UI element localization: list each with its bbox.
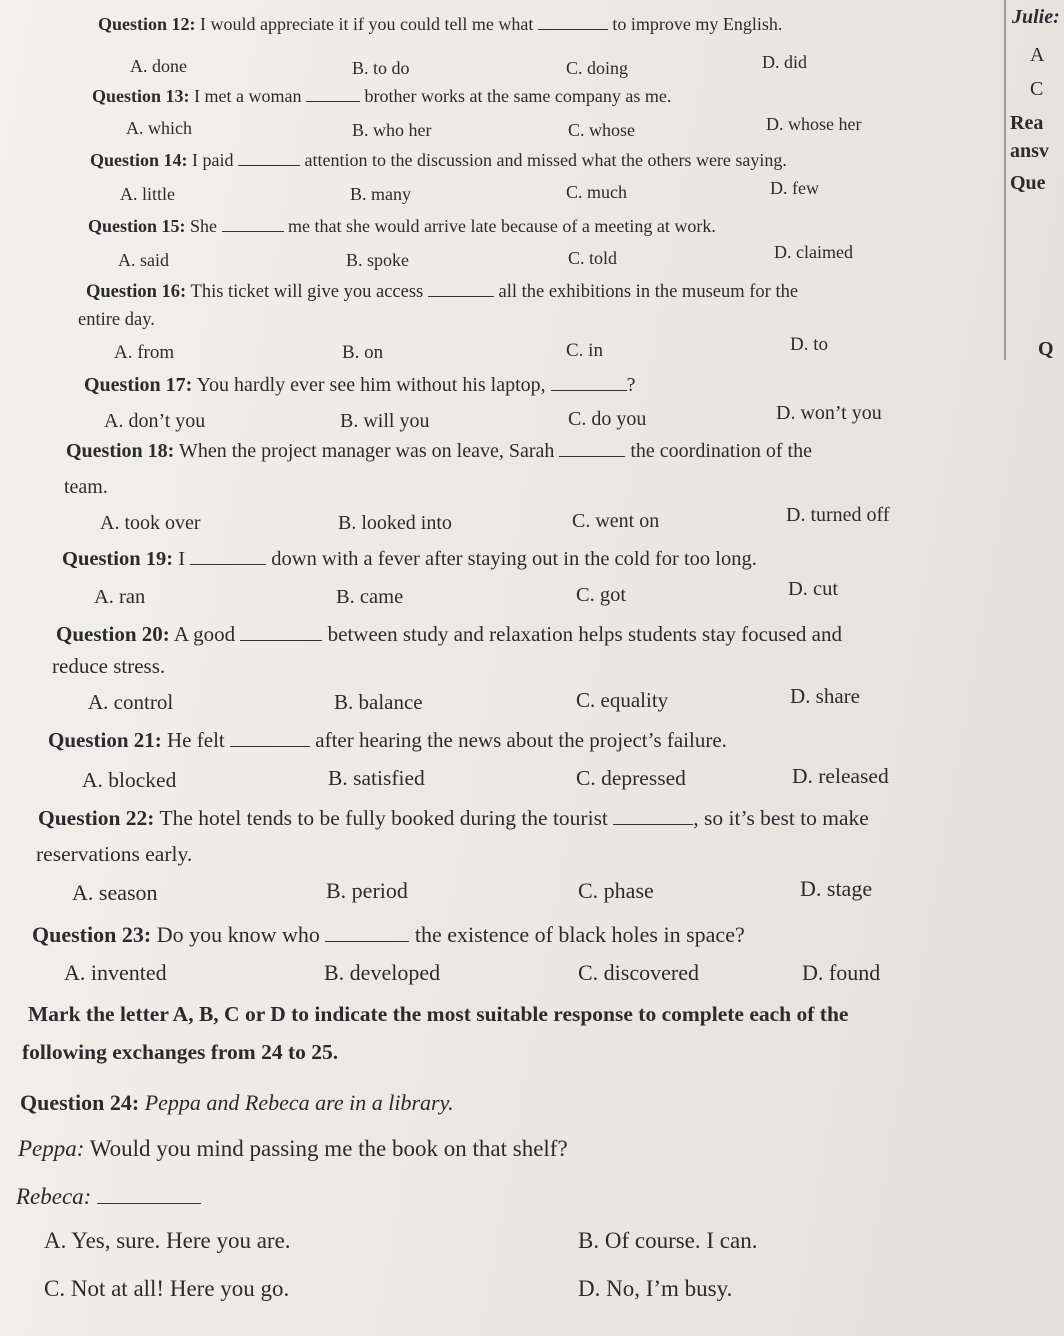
option-a[interactable]: A. Yes, sure. Here you are. (44, 1228, 291, 1253)
option-c[interactable]: C. Not at all! Here you go. (44, 1276, 290, 1301)
side-note-ansv: ansv (1010, 140, 1049, 162)
instruction-line-2: following exchanges from 24 to 25. (22, 1040, 339, 1064)
option-a[interactable]: A. ran (94, 586, 146, 608)
option-b[interactable]: B. who her (352, 120, 432, 140)
option-b[interactable]: B. many (350, 184, 411, 204)
option-a[interactable]: A. blocked (82, 768, 177, 792)
option-c[interactable]: C. went on (572, 510, 660, 532)
question-16-continuation: entire day. (78, 310, 155, 330)
instruction-line-1: Mark the letter A, B, C or D to indicate the most suitable response to complete each of the (28, 1002, 849, 1026)
question-24: Question 24: Peppa and Rebeca are in a library. (20, 1090, 454, 1115)
answer-blank[interactable] (559, 456, 625, 457)
adjacent-page-strip (1004, 0, 1064, 360)
dialogue-line-peppa: Peppa: Would you mind passing me the book on that shelf? (18, 1136, 568, 1161)
option-b[interactable]: B. balance (334, 690, 423, 714)
option-b[interactable]: B. looked into (338, 512, 452, 534)
question-18: Question 18: When the project manager was on leave, Sarah the coordination of the (66, 440, 812, 462)
option-c[interactable]: C. doing (566, 58, 629, 78)
option-d[interactable]: D. won’t you (776, 402, 882, 424)
question-19: Question 19: I down with a fever after staying out in the cold for too long. (62, 548, 757, 570)
option-b[interactable]: B. developed (324, 960, 441, 985)
answer-blank[interactable] (613, 824, 693, 825)
answer-blank[interactable] (538, 29, 608, 30)
option-a[interactable]: A. control (88, 690, 174, 714)
answer-blank[interactable] (230, 746, 310, 747)
question-15: Question 15: She me that she would arrive late because of a meeting at work. (88, 216, 716, 236)
option-a[interactable]: A. done (130, 56, 187, 76)
option-c[interactable]: C. whose (568, 120, 635, 140)
question-12: Question 12: I would appreciate it if you could tell me what to improve my English. (98, 14, 783, 34)
option-d[interactable]: D. to (790, 334, 828, 355)
question-14: Question 14: I paid attention to the discussion and missed what the others were saying. (90, 150, 787, 170)
question-22: Question 22: The hotel tends to be fully booked during the tourist , so it’s best to make (38, 806, 869, 830)
side-note-c: C (1030, 78, 1044, 100)
option-b[interactable]: B. spoke (346, 250, 409, 270)
question-20: Question 20: A good between study and relaxation helps students stay focused and (56, 622, 842, 646)
option-d[interactable]: D. did (762, 52, 807, 72)
option-a[interactable]: A. little (120, 184, 175, 204)
option-a[interactable]: A. invented (64, 960, 167, 985)
question-22-continuation: reservations early. (36, 842, 193, 866)
option-a[interactable]: A. don’t you (104, 410, 206, 432)
option-d[interactable]: D. share (790, 684, 860, 708)
dialogue-line-rebeca: Rebeca: (16, 1184, 201, 1210)
option-c[interactable]: C. phase (578, 878, 654, 903)
option-d[interactable]: D. few (770, 178, 819, 198)
option-a[interactable]: A. said (118, 250, 169, 270)
option-c[interactable]: C. equality (576, 688, 669, 712)
option-c[interactable]: C. got (576, 584, 627, 606)
side-note-julie: Julie: (1012, 6, 1060, 28)
option-b[interactable]: B. to do (352, 58, 410, 78)
option-a[interactable]: A. from (114, 342, 175, 363)
option-a[interactable]: A. season (72, 880, 158, 905)
option-a[interactable]: A. took over (100, 512, 201, 534)
option-b[interactable]: B. will you (340, 410, 430, 432)
answer-blank[interactable] (551, 390, 627, 391)
answer-blank[interactable] (325, 941, 409, 942)
question-16: Question 16: This ticket will give you access all the exhibitions in the museum for the (86, 282, 799, 302)
option-b[interactable]: B. period (326, 878, 408, 903)
option-c[interactable]: C. much (566, 182, 627, 202)
side-note-a: A (1030, 44, 1045, 66)
question-21: Question 21: He felt after hearing the news about the project’s failure. (48, 728, 727, 752)
question-13: Question 13: I met a woman brother works at the same company as me. (92, 86, 672, 106)
answer-blank[interactable] (428, 296, 494, 297)
option-b[interactable]: B. Of course. I can. (578, 1228, 758, 1253)
option-d[interactable]: D. found (802, 960, 881, 985)
option-c[interactable]: C. do you (568, 408, 647, 430)
answer-blank[interactable] (190, 564, 266, 565)
answer-blank[interactable] (222, 231, 284, 232)
answer-blank[interactable] (240, 640, 322, 641)
option-d[interactable]: D. No, I’m busy. (578, 1276, 733, 1301)
option-c[interactable]: C. in (566, 340, 603, 361)
option-b[interactable]: B. satisfied (328, 766, 425, 790)
side-note-q: Q (1038, 338, 1054, 360)
option-d[interactable]: D. turned off (786, 504, 890, 526)
option-d[interactable]: D. claimed (774, 242, 853, 262)
question-20-continuation: reduce stress. (52, 654, 166, 678)
answer-blank[interactable] (238, 165, 300, 166)
option-d[interactable]: D. stage (800, 876, 873, 901)
option-d[interactable]: D. cut (788, 578, 839, 600)
option-d[interactable]: D. released (792, 764, 889, 788)
question-18-continuation: team. (64, 476, 108, 498)
side-note-que: Que (1010, 172, 1046, 194)
option-c[interactable]: C. discovered (578, 960, 699, 985)
answer-blank[interactable] (97, 1203, 201, 1204)
question-23: Question 23: Do you know who the existence of black holes in space? (32, 922, 745, 947)
option-c[interactable]: C. told (568, 248, 618, 268)
question-17: Question 17: You hardly ever see him without his laptop, ? (84, 374, 636, 396)
option-b[interactable]: B. came (336, 586, 404, 608)
side-note-rea: Rea (1010, 112, 1044, 134)
option-a[interactable]: A. which (126, 118, 192, 138)
answer-blank[interactable] (306, 101, 360, 102)
option-d[interactable]: D. whose her (766, 114, 862, 134)
option-c[interactable]: C. depressed (576, 766, 686, 790)
option-b[interactable]: B. on (342, 342, 384, 363)
